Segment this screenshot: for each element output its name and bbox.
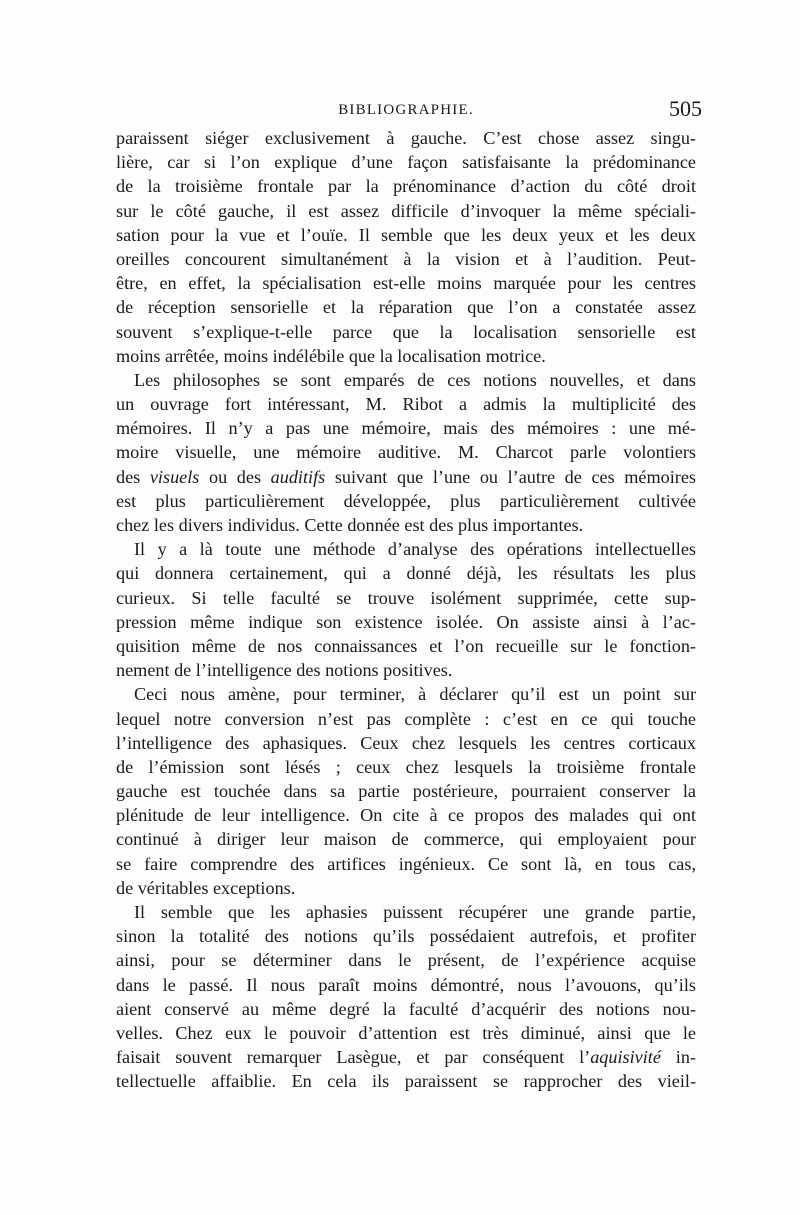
text-segment: suivant que l’une ou l’autre de ces mémoires	[325, 466, 697, 487]
text-line: de l’émission sont lésés ; ceux chez lesquels la troisième frontale	[116, 756, 696, 777]
text-line: plénitude de leur intelligence. On cite à ce propos des malades qui ont	[116, 805, 696, 826]
text-segment: in-	[660, 1047, 696, 1068]
text-line: curieux. Si telle faculté se trouve isolément supprimée, cette sup-	[116, 587, 696, 608]
text-line: sinon la totalité des notions qu’ils possédaient autrefois, et profiter	[116, 926, 696, 947]
text-line	[116, 1045, 696, 1069]
text-line: tellectuelle affaiblie. En cela ils paraissent se rapprocher des vieil-	[116, 1071, 696, 1092]
running-title: BIBLIOGRAPHIE.	[338, 102, 474, 118]
text-line: sur le côté gauche, il est assez difficile d’invoquer la même spéciali-	[116, 200, 696, 221]
text-line: lière, car si l’on explique d’une façon satisfaisante la prédominance	[116, 152, 696, 173]
text-segment: ou des	[199, 466, 271, 487]
text-line: souvent s’explique-t-elle parce que la localisation sensorielle est	[116, 321, 696, 342]
text-line: dans le passé. Il nous paraît moins démontré, nous l’avouons, qu’ils	[116, 974, 696, 995]
page-number: 505	[669, 96, 702, 121]
text-line: de la troisième frontale par la prénominance d’action du côté droit	[116, 176, 696, 197]
text-line: continué à diriger leur maison de commerce, qui employaient pour	[116, 829, 696, 850]
text-line: Ceci nous amène, pour terminer, à déclarer qu’il est un point sur	[134, 684, 696, 705]
text-line: nement de l’intelligence des notions positives.	[116, 660, 453, 681]
italic-word: auditifs	[270, 466, 326, 487]
text-line: Les philosophes se sont emparés de ces notions nouvelles, et dans	[134, 369, 696, 390]
text-line: être, en effet, la spécialisation est-elle moins marquée pour les centres	[116, 273, 696, 294]
text-line: Il semble que les aphasies puissent récupérer une grande partie,	[134, 902, 696, 922]
body-text	[116, 126, 696, 1094]
text-line: se faire comprendre des artifices ingénieux. Ce sont là, en tous cas,	[116, 853, 696, 874]
text-line: moins arrêtée, moins indélébile que la localisation motrice.	[116, 345, 546, 366]
italic-word: visuels	[149, 466, 200, 487]
text-line: de réception sensorielle et la réparation que l’on a constatée assez	[116, 297, 696, 318]
text-line: paraissent siéger exclusivement à gauche. C’est chose assez singu-	[116, 128, 696, 148]
running-head	[116, 96, 702, 126]
text-line: qui donnera certainement, qui a donné déjà, les résultats les plus	[116, 563, 696, 584]
italic-word: aquisivité	[590, 1047, 661, 1068]
text-line: oreilles concourent simultanément à la vision et à l’audition. Peut-	[116, 248, 696, 269]
text-line: de véritables exceptions.	[116, 877, 296, 898]
text-line: Il y a là toute une méthode d’analyse des opérations intellectuelles	[134, 539, 696, 560]
text-line	[116, 465, 696, 489]
text-line: lequel notre conversion n’est pas complète : c’est en ce qui touche	[116, 708, 696, 729]
text-line: mémoires. Il n’y a pas une mémoire, mais des mémoires : une mé-	[116, 418, 696, 439]
text-line: velles. Chez eux le pouvoir d’attention est très diminué, ainsi que le	[116, 1022, 696, 1043]
text-line: quisition même de nos connaissances et l’on recueille sur le fonction-	[116, 635, 696, 656]
text-line: gauche est touchée dans sa partie postérieure, pourraient conserver la	[116, 781, 696, 802]
text-line: ainsi, pour se déterminer dans le présent, de l’expérience acquise	[116, 950, 696, 971]
text-line: est plus particulièrement développée, plus particulièrement cultivée	[116, 490, 696, 511]
text-line: un ouvrage fort intéressant, M. Ribot a admis la multiplicité des	[116, 394, 696, 415]
text-line: aient conservé au même degré la faculté d’acquérir des notions nou-	[116, 998, 696, 1019]
text-line: moire visuelle, une mémoire auditive. M. Charcot parle volontiers	[116, 442, 696, 463]
text-segment: des	[116, 466, 150, 487]
text-line: pression même indique son existence isolée. On assiste ainsi à l’ac-	[116, 611, 696, 632]
text-line: sation pour la vue et l’ouïe. Il semble que les deux yeux et les deux	[116, 224, 696, 245]
text-line: l’intelligence des aphasiques. Ceux chez lesquels les centres corticaux	[116, 732, 696, 753]
text-line: chez les divers individus. Cette donnée est des plus importantes.	[116, 515, 584, 535]
text-segment: faisait souvent remarquer Lasègue, et par conséquent l’	[116, 1047, 591, 1068]
